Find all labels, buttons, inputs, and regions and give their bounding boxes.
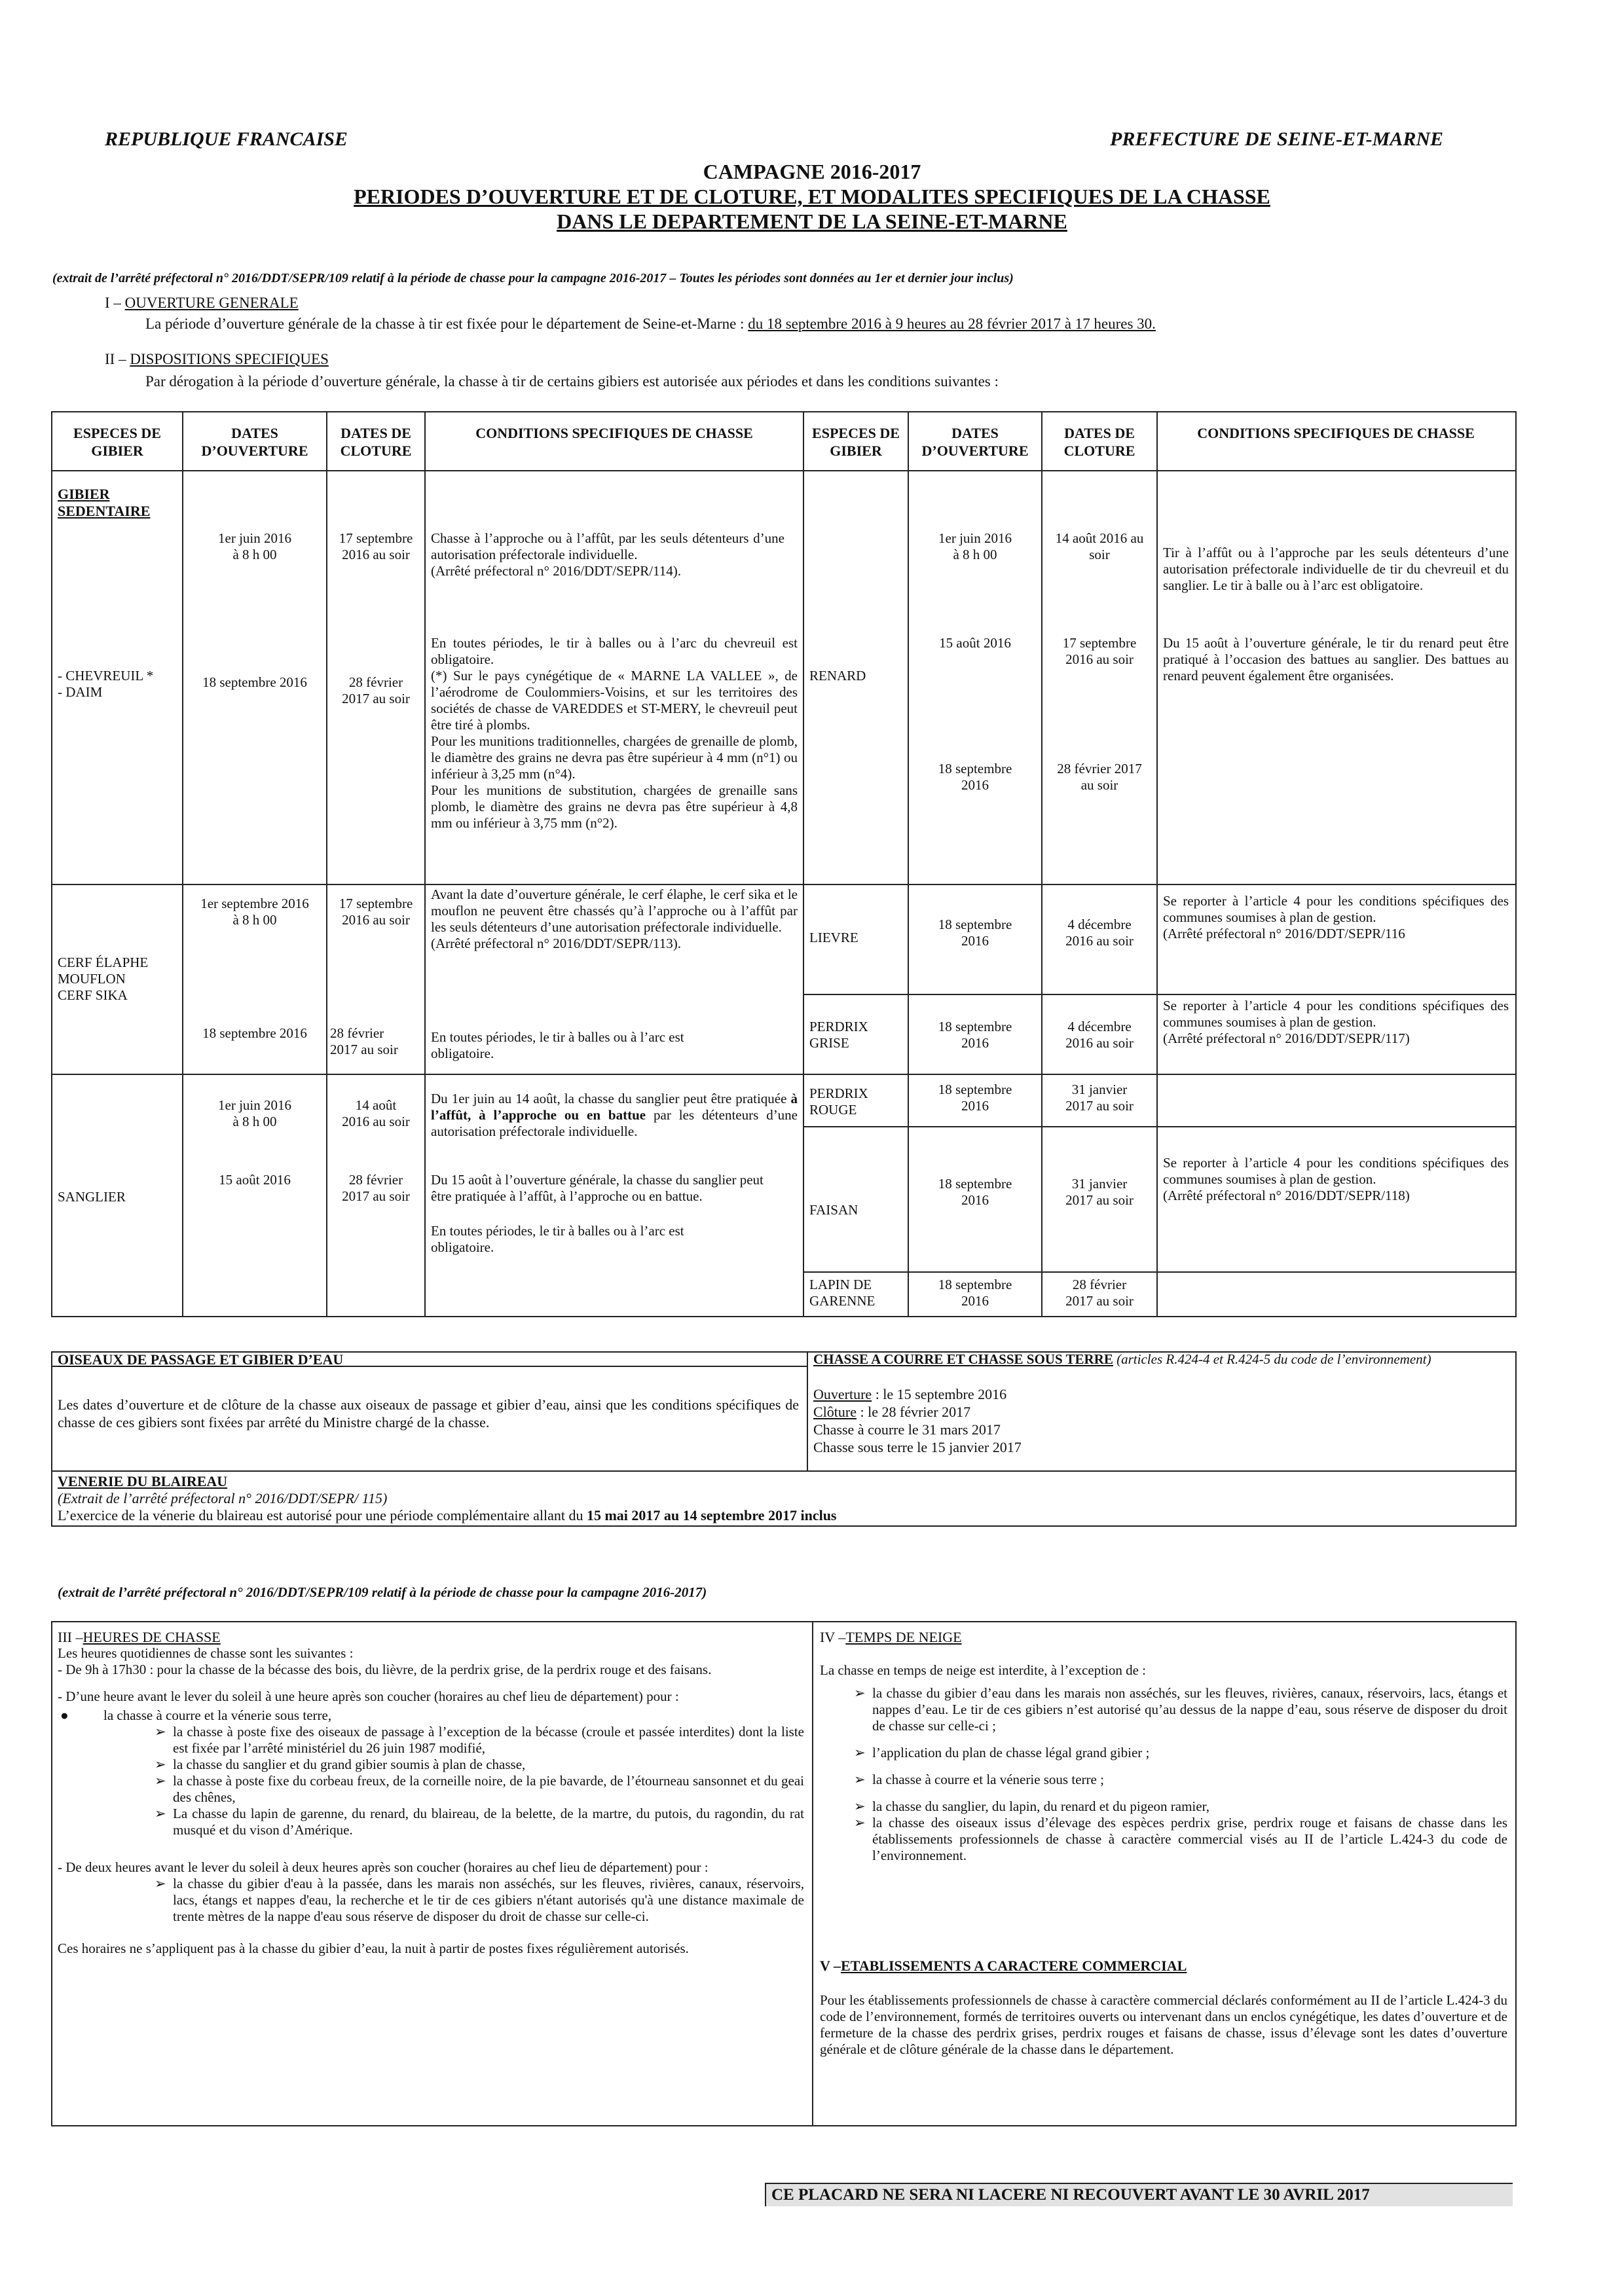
section-2-title: DISPOSITIONS SPECIFIQUES (130, 351, 329, 367)
oiseaux-title: OISEAUX DE PASSAGE ET GIBIER D’EAU (58, 1351, 344, 1368)
list-item: ➢ la chasse à poste fixe des oiseaux de passage à l’exception de la bécasse (croule et passée interdites) dont la liste est fixée par l’arrêté ministériel du 26 juin 1987 modifié, (173, 1724, 804, 1757)
courre-dates (813, 1385, 1507, 1456)
title-sub: DANS LE DEPARTEMENT DE LA SEINE-ET-MARNE (557, 210, 1067, 233)
cloture-label: Clôture (813, 1404, 857, 1420)
th-open-1: DATES D’OUVERTURE (201, 425, 308, 459)
list-item: ➢ la chasse à poste fixe du corbeau freux, de la corneille noire, de la pie bavarde, de l’étourneau sansonnet et du geai des chênes, (173, 1773, 804, 1806)
species-lievre: LIEVRE (809, 930, 858, 945)
heures-p2: - De 9h à 17h30 : pour la chasse de la bécasse des bois, du lièvre, de la perdrix grise, de la perdrix rouge et des faisans. (58, 1662, 712, 1677)
list-item: ➢ la chasse à courre et la vénerie sous terre ; (872, 1772, 1507, 1788)
perdrix-grise-cond: Se reporter à l’article 4 pour les conditions spécifiques des communes soumises à plan de gestion. (Arrêté préfectoral n° 2016/DDT/SEPR/117) (1163, 998, 1509, 1046)
list-item: ➢ la chasse des oiseaux issus d’élevage des espèces perdrix grise, perdrix rouge et faisans de chasse dans les établissements professionnels de chasse à caractère commercial visés au II de l’article L.424-3 du code de l’environnement. (872, 1815, 1507, 1864)
courre-ref: (articles R.424-4 et R.424-5 du code de l’environnement) (1116, 1351, 1431, 1367)
cerf-open-1: 1er septembre 2016 à 8 h 00 (200, 896, 309, 928)
perdrix-grise-open: 18 septembre 2016 (938, 1019, 1012, 1051)
sanglier-cond-1c: par les détenteurs d’une autorisation préfectorale individuelle. (431, 1107, 798, 1139)
cloture-date: : le 28 février 2017 (860, 1404, 971, 1420)
heures-p1: Les heures quotidiennes de chasse sont les suivantes : (58, 1645, 354, 1661)
species-perdrix-rouge: PERDRIX ROUGE (809, 1085, 868, 1118)
sanglier-open-2: 15 août 2016 (219, 1172, 291, 1188)
section-2-text: Par dérogation à la période d’ouverture générale, la chasse à tir de certains gibiers est autorisée aux périodes et dans les conditions suivantes : (145, 373, 999, 390)
perdrix-rouge-open: 18 septembre 2016 (938, 1082, 1012, 1114)
list-item: ➢ l’application du plan de chasse légal grand gibier ; (872, 1745, 1507, 1761)
section-1-text (145, 316, 1156, 333)
th-species-2: ESPECES DE GIBIER (812, 425, 900, 459)
ouverture-label: Ouverture (813, 1386, 872, 1402)
sanglier-close-2: 28 février 2017 au soir (342, 1172, 410, 1204)
chevreuil-open-1: 1er juin 2016 à 8 h 00 (218, 530, 291, 562)
venerie-dates: 15 mai 2017 au 14 septembre 2017 inclus (586, 1507, 837, 1523)
list-item: ➢ la chasse du sanglier, du lapin, du renard et du pigeon ramier, (872, 1798, 1507, 1815)
renard-open-1: 15 août 2016 (939, 635, 1011, 651)
heures-bullet-text: la chasse à courre et la vénerie sous terre, (103, 1707, 332, 1723)
title-campaign: CAMPAGNE 2016-2017 (703, 160, 921, 183)
neige-p1: La chasse en temps de neige est interdite, à l’exception de : (820, 1662, 1146, 1678)
bullet-icon: ● (60, 1707, 69, 1723)
section-1-title: OUVERTURE GENERALE (124, 295, 299, 311)
species-faisan: FAISAN (809, 1202, 858, 1218)
courre-title: CHASSE A COURRE ET CHASSE SOUS TERRE (813, 1351, 1113, 1367)
courre-line: Chasse à courre le 31 mars 2017 (813, 1421, 1001, 1438)
species-lapin: LAPIN DE GARENNE (809, 1277, 876, 1309)
list-item: ➢ la chasse du gibier d'eau à la passée, dans les marais non asséchés, sur les fleuves, rivières, canaux, réservoirs, lacs, étangs et nappes d'eau, la recherche et le tir de ces gibiers n'étant autorisés qu'à une distance maximale de trente mètres de la nappe d'eau sous réserve de disposer du droit de chasse sur celle-ci. (173, 1876, 804, 1925)
footer-banner (765, 2183, 1513, 2206)
courre-heading (813, 1351, 1509, 1368)
sanglier-cond-1a: Du 1er juin au 14 août, la chasse du sanglier peut être pratiquée (431, 1091, 787, 1106)
header-left: REPUBLIQUE FRANCAISE (105, 128, 348, 150)
right-r1-cond: Tir à l’affût ou à l’approche par les seuls détenteurs d’une autorisation préfectorale individuelle de tir du chevreuil et du sanglier. Le tir à balle ou à l’arc est obligatoire. (1163, 545, 1509, 593)
heures-bullet (58, 1707, 804, 1724)
neige-section (820, 1629, 1507, 1864)
lapin-close: 28 février 2017 au soir (1065, 1277, 1134, 1309)
heures-p3: - D’une heure avant le lever du soleil à une heure après son coucher (horaires au chef lieu de département) pour : (58, 1688, 679, 1704)
species-cerf: CERF ÉLAPHE MOUFLON CERF SIKA (58, 955, 149, 1003)
right-r1-open: 1er juin 2016 à 8 h 00 (938, 530, 1012, 562)
renard-cond: Du 15 août à l’ouverture générale, le tir du renard peut être pratiqué à l’occasion des battues au sanglier. Des battues au renard peuvent également être organisées. (1163, 635, 1509, 683)
chevreuil-close-1: 17 septembre 2016 au soir (339, 530, 413, 562)
lievre-open: 18 septembre 2016 (938, 917, 1012, 949)
cerf-cond-2: En toutes périodes, le tir à balles ou à l’arc est obligatoire. (431, 1029, 684, 1061)
heures-p4: - De deux heures avant le lever du soleil à deux heures après son coucher (horaires au chef lieu de département) pour : (58, 1859, 709, 1875)
cerf-close-2: 28 février 2017 au soir (330, 1025, 398, 1057)
right-r1-close: 14 août 2016 au soir (1055, 530, 1144, 562)
sanglier-cond-1 (431, 1091, 798, 1140)
etab-number: V – (820, 1958, 841, 1974)
th-close-1: DATES DE CLOTURE (340, 425, 412, 459)
th-species-1: ESPECES DE GIBIER (73, 425, 161, 459)
sanglier-open-1: 1er juin 2016 à 8 h 00 (218, 1097, 291, 1129)
perdrix-rouge-close: 31 janvier 2017 au soir (1065, 1082, 1134, 1114)
chevreuil-close-2: 28 février 2017 au soir (342, 674, 410, 706)
renard-close-2: 28 février 2017 au soir (1057, 761, 1142, 793)
neige-title: TEMPS DE NEIGE (845, 1629, 962, 1645)
list-item: ➢ la chasse du gibier d’eau dans les marais non asséchés, sur les fleuves, rivières, canaux, réservoirs, lacs, étangs et nappes d’eau. Le tir de ces gibiers n’est autorisé qu’au dessus de la nappe d’eau, sous réserve de disposer du droit de chasse sur celle-ci ; (872, 1685, 1507, 1734)
section-1-sentence: La période d’ouverture générale de la chasse à tir est fixée pour le département de Seine-et-Marne : (145, 316, 745, 332)
sanglier-close-1: 14 août 2016 au soir (342, 1097, 410, 1129)
chevreuil-cond-2: En toutes périodes, le tir à balles ou à l’arc du chevreuil est obligatoire. (*) Sur le pays cynégétique de « MARNE LA VALLEE », de l’aérodrome de Coulommiers-Voisins, et sur les territoires des sociétés de chasse de VAREDDES et ST-MERY, le chevreuil peut être tiré à plombs. Pour les munitions traditionnelles, chargées de grenaille de plomb, le diamètre des grains ne devra pas être supérieur à 4 mm (n°1) ou inférieur à 3,25 mm (n°4). Pour les munitions de substitution, chargées de grenaille sans plomb, le diamètre des grains ne devra pas être supérieur à 4,8 mm ou inférieur à 3,75 mm (n°2). (431, 635, 798, 831)
sanglier-cond-3: En toutes périodes, le tir à balles ou à l’arc est obligatoire. (431, 1223, 684, 1255)
intro-extract: (extrait de l’arrêté préfectoral n° 2016/DDT/SEPR/109 relatif à la période de chasse pour la campagne 2016-2017 – Toutes les périodes sont données au 1er et dernier jour inclus) (52, 271, 1014, 285)
species-perdrix-grise: PERDRIX GRISE (809, 1019, 868, 1051)
lievre-close: 4 décembre 2016 au soir (1065, 917, 1134, 949)
cerf-open-2: 18 septembre 2016 (202, 1025, 307, 1041)
oiseaux-text: Les dates d’ouverture et de clôture de la chasse aux oiseaux de passage et gibier d’eau, ainsi que les conditions spécifiques de chasse de ces gibiers sont fixées par arrêté du Ministre chargé de la chasse. (58, 1396, 799, 1430)
list-item: ➢ la chasse du sanglier et du grand gibier soumis à plan de chasse, (173, 1757, 804, 1773)
faisan-close: 31 janvier 2017 au soir (1065, 1176, 1134, 1208)
section-1-dates: du 18 septembre 2016 à 9 heures au 28 février 2017 à 17 heures 30. (748, 316, 1156, 332)
etab-title: ETABLISSEMENTS A CARACTERE COMMERCIAL (841, 1958, 1187, 1974)
neige-list (820, 1685, 1507, 1864)
lapin-open: 18 septembre 2016 (938, 1277, 1012, 1309)
ouverture-date: : le 15 septembre 2016 (875, 1386, 1007, 1402)
cerf-cond-1: Avant la date d’ouverture générale, le cerf élaphe, le cerf sika et le mouflon ne peuvent être chassés qu’à l’approche ou à l’affût par les seuls détenteurs d’une autorisation préfectorale individuelle. (Arrêté préfectoral n° 2016/DDT/SEPR/113). (431, 886, 798, 951)
heures-title: HEURES DE CHASSE (83, 1629, 221, 1645)
etab-text: Pour les établissements professionnels de chasse à caractère commercial déclarés conformément au II de l’article L.424-3 du code de l’environnement, formés de territoires ouverts ou intervenant dans un enclos cynégétique, les dates d’ouverture et de fermeture de la chasse des perdrix grises, perdrix rouges et faisans de chasse, issus d’élevage sont les dates d’ouverture générale et de clôture générale de la chasse dans le département. (820, 1992, 1507, 2057)
th-conditions-2: CONDITIONS SPECIFIQUES DE CHASSE (1197, 425, 1475, 441)
heures-p5: Ces horaires ne s’appliquent pas à la chasse du gibier d’eau, la nuit à partir de postes fixes régulièrement autorisés. (58, 1941, 689, 1956)
th-conditions-1: CONDITIONS SPECIFIQUES DE CHASSE (475, 425, 753, 441)
etab-section (820, 1958, 1507, 2058)
section-1-heading (105, 295, 299, 312)
chevreuil-cond-1: Chasse à l’approche ou à l’affût, par les seuls détenteurs d’une autorisation préfectorale individuelle. (Arrêté préfectoral n° 2016/DDT/SEPR/114). (431, 530, 784, 579)
terre-line: Chasse sous terre le 15 janvier 2017 (813, 1439, 1022, 1455)
th-close-2: DATES DE CLOTURE (1063, 425, 1135, 459)
heures-number: III – (58, 1629, 83, 1645)
species-renard: RENARD (809, 668, 866, 683)
gibier-sedentaire-label: GIBIER SEDENTAIRE (58, 486, 151, 519)
lievre-cond: Se reporter à l’article 4 pour les conditions spécifiques des communes soumises à plan de gestion. (Arrêté préfectoral n° 2016/DDT/SEPR/116 (1163, 893, 1509, 941)
venerie-sentence: L’exercice de la vénerie du blaireau est autorisé pour une période complémentaire allant du (58, 1507, 583, 1523)
faisan-open: 18 septembre 2016 (938, 1176, 1012, 1208)
header-right: PREFECTURE DE SEINE-ET-MARNE (1110, 128, 1444, 150)
heures-list-2 (58, 1876, 804, 1925)
venerie-ref: (Extrait de l’arrêté préfectoral n° 2016/DDT/SEPR/ 115) (58, 1490, 388, 1506)
species-chevreuil: - CHEVREUIL * - DAIM (58, 668, 154, 700)
sanglier-cond-2: Du 15 août à l’ouverture générale, la chasse du sanglier peut être pratiquée à l’affût, à l’approche ou en battue. (431, 1172, 764, 1204)
heures-list (58, 1724, 804, 1838)
section-1-number: I – (105, 295, 121, 311)
title-main: PERIODES D’OUVERTURE ET DE CLOTURE, ET MODALITES SPECIFIQUES DE LA CHASSE (354, 185, 1270, 208)
cerf-close-1: 17 septembre 2016 au soir (339, 896, 413, 928)
section-2-heading (105, 351, 329, 368)
faisan-cond: Se reporter à l’article 4 pour les conditions spécifiques des communes soumises à plan de gestion. (Arrêté préfectoral n° 2016/DDT/SEPR/118) (1163, 1155, 1509, 1203)
renard-close-1: 17 septembre 2016 au soir (1062, 635, 1137, 667)
footer-text: CE PLACARD NE SERA NI LACERE NI RECOUVERT AVANT LE 30 AVRIL 2017 (771, 2186, 1370, 2204)
renard-open-2: 18 septembre 2016 (938, 761, 1012, 793)
sanglier-cond-1b: à l’affût, à l’approche ou en battue (431, 1091, 798, 1123)
chevreuil-open-2: 18 septembre 2016 (202, 674, 307, 690)
heures-section (58, 1629, 804, 1957)
venerie-title: VENERIE DU BLAIREAU (58, 1473, 228, 1489)
list-item: ➢ La chasse du lapin de garenne, du renard, du blaireau, de la belette, de la martre, du putois, du ragondin, du rat musqué et du vison d’Amérique. (173, 1806, 804, 1838)
perdrix-grise-close: 4 décembre 2016 au soir (1065, 1019, 1134, 1051)
neige-number: IV – (820, 1629, 846, 1645)
species-sanglier: SANGLIER (58, 1189, 126, 1205)
extract-2: (extrait de l’arrêté préfectoral n° 2016/DDT/SEPR/109 relatif à la période de chasse pour la campagne 2016-2017) (58, 1584, 707, 1600)
venerie-text (58, 1507, 837, 1524)
section-2-number: II – (105, 351, 126, 367)
th-open-2: DATES D’OUVERTURE (921, 425, 1029, 459)
